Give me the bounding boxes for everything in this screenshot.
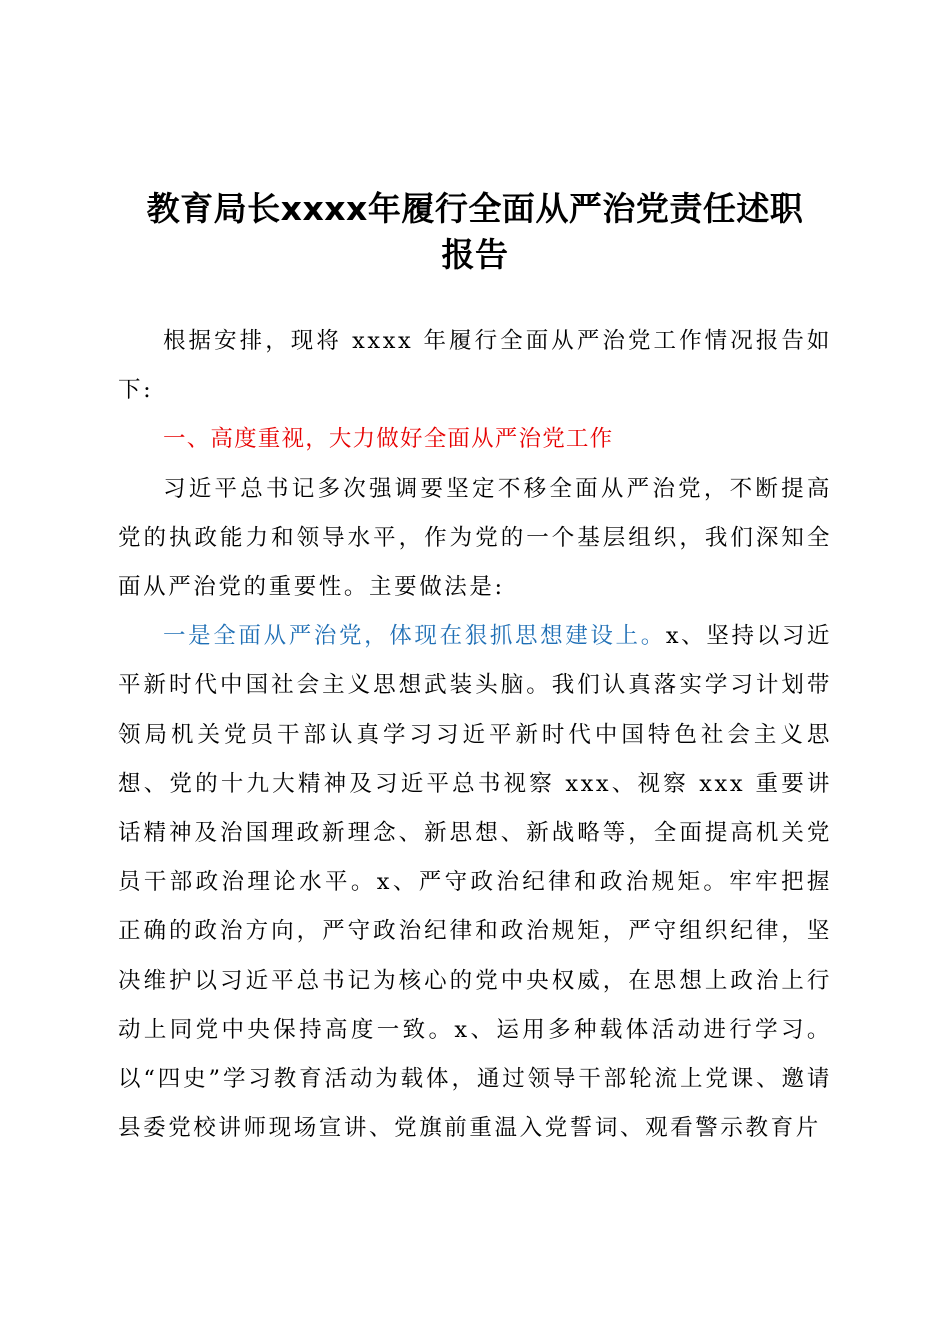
body-paragraph: 习近平总书记多次强调要坚定不移全面从严治党，不断提高党的执政能力和领导水平，作为党的一个基层组织，我们深知全面从严治党的重要性。主要做法是: <box>118 475 832 601</box>
document-title <box>100 186 850 278</box>
section-heading: 一、高度重视，大力做好全面从严治党工作 <box>163 426 614 453</box>
point-body: x、坚持以习近平新时代中国社会主义思想武装头脑。我们认真落实学习计划带领局机关党员干部认真学习习近平新时代中国特色社会主义思想、党的十九大精神及习近平总书视察 xxx、视察 xxx 重要讲话精神及治国理政新理念、新思想、新战略等，全面提高机关党员干部政治理论水平。x、严守政治纪律和政治规矩。牢牢把握正确的政治方向，严守政治纪律和政治规矩，严守组织纪律，坚决维护以习近平总书记为核心的党中央权威，在思想上政治上行动上同党中央保持高度一致。x、运用多种载体活动进行学习。以“四史”学习教育活动为载体，通过领导干部轮流上党课、邀请县委党校讲师现场宣讲、党旗前重温入党誓词、观看警示教育片 <box>118 623 832 1142</box>
intro-paragraph: 根据安排，现将 xxxx 年履行全面从严治党工作情况报告如下: <box>118 328 832 404</box>
document-body <box>118 317 832 1153</box>
point-paragraph <box>118 612 832 1153</box>
title-line-1: 教育局长xxxx年履行全面从严治党责任述职 <box>146 189 804 228</box>
title-line-2: 报告 <box>441 235 509 274</box>
point-lead: 一是全面从严治党，体现在狠抓思想建设上。 <box>163 623 666 650</box>
